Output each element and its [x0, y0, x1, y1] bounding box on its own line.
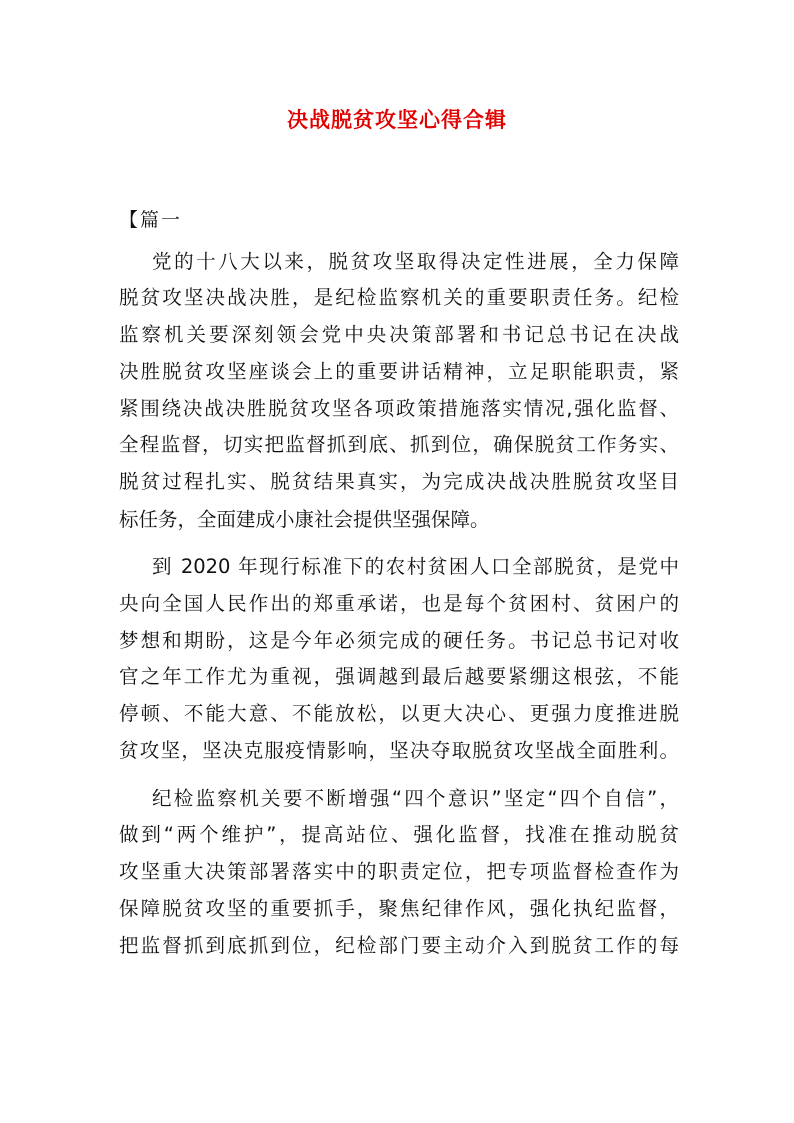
- paragraph-2-line-3: 梦想和期盼，这是今年必须完成的硬任务。书记总书记对收: [119, 629, 679, 652]
- section-label: 【篇一: [119, 209, 183, 231]
- paragraph-1-line-8: 标任务，全面建成小康社会提供坚强保障。: [119, 508, 490, 531]
- paragraph-1-line-2: 脱贫攻坚决战决胜，是纪检监察机关的重要职责任务。纪检: [119, 286, 679, 309]
- paragraph-2-line-2: 央向全国人民作出的郑重承诺，也是每个贫困村、贫困户的: [119, 592, 679, 615]
- paragraph-1-line-3: 监察机关要深刻领会党中央决策部署和书记总书记在决战: [119, 323, 679, 346]
- paragraph-2-line-4: 官之年工作尤为重视，强调越到最后越要紧绷这根弦，不能: [119, 665, 679, 688]
- paragraph-2-line-5: 停顿、不能大意、不能放松，以更大决心、更强力度推进脱: [119, 702, 679, 725]
- paragraph-1-line-1: 党的十八大以来，脱贫攻坚取得决定性进展，全力保障: [152, 250, 679, 273]
- paragraph-3-line-5: 把监督抓到底抓到位，纪检部门要主动介入到脱贫工作的每: [119, 934, 679, 957]
- paragraph-1-line-7: 脱贫过程扎实、脱贫结果真实，为完成决战决胜脱贫攻坚目: [119, 470, 679, 493]
- paragraph-2-line-1: 到 2020 年现行标准下的农村贫困人口全部脱贫，是党中: [152, 555, 679, 578]
- paragraph-1-line-4: 决胜脱贫攻坚座谈会上的重要讲话精神，立足职能职责，紧: [119, 360, 679, 383]
- paragraph-1-line-5: 紧围绕决战决胜脱贫攻坚各项政策措施落实情况,强化监督、: [119, 397, 679, 420]
- paragraph-3-line-3: 攻坚重大决策部署落实中的职责定位，把专项监督检查作为: [119, 860, 679, 883]
- paragraph-3-line-1: 纪检监察机关要不断增强“四个意识”坚定“四个自信”，: [152, 787, 679, 810]
- paragraph-3-line-4: 保障脱贫攻坚的重要抓手，聚焦纪律作风，强化执纪监督，: [119, 897, 679, 920]
- paragraph-2-line-6: 贫攻坚，坚决克服疫情影响，坚决夺取脱贫攻坚战全面胜利。: [119, 739, 679, 762]
- paragraph-3-line-2: 做到“两个维护”，提高站位、强化监督，找准在推动脱贫: [119, 823, 679, 846]
- paragraph-1-line-6: 全程监督，切实把监督抓到底、抓到位，确保脱贫工作务实、: [119, 433, 679, 456]
- document-title: 决战脱贫攻坚心得合辑: [287, 107, 507, 132]
